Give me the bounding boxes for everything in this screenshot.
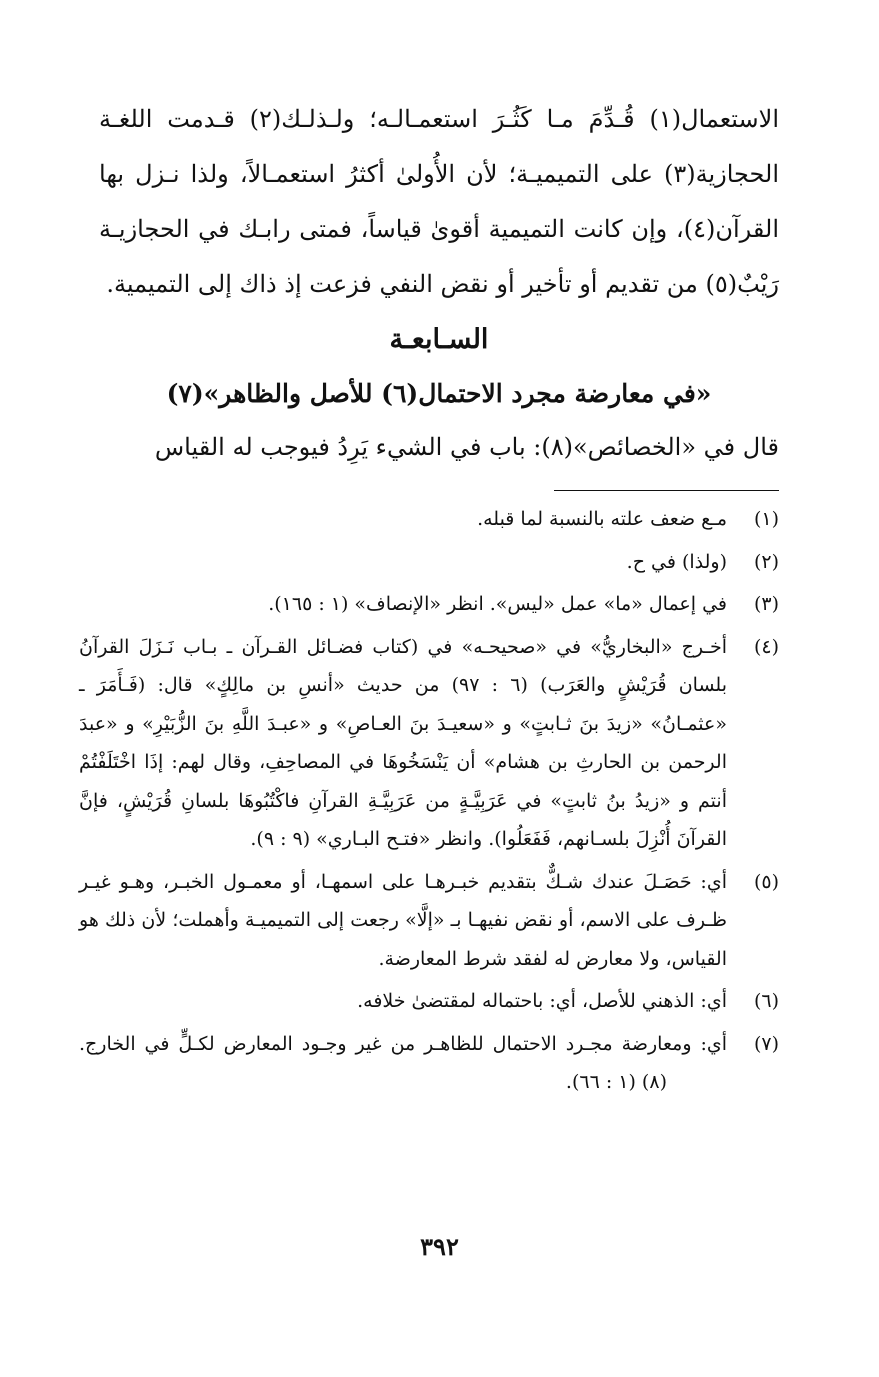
footnote-3	[79, 585, 779, 624]
main-text	[99, 92, 779, 475]
footnote-number: (٢)	[753, 550, 779, 573]
footnote-divider	[554, 490, 779, 491]
page-number: ٣٩٢	[420, 1232, 459, 1261]
section-subheading: «في معارضة مجرد الاحتمال(٦) للأصل والظاهر»(٧)	[166, 379, 712, 408]
footnote-7	[79, 1025, 779, 1102]
footnote-text-main: أي: ومعارضة مجـرد الاحتمال للظاهـر من غير وجـود المعارض لكـلٍّ في الخارج.	[79, 1032, 727, 1055]
footnote-text: أي: الذهني للأصل، أي: باحتماله لمقتضىٰ خلافه.	[357, 990, 727, 1012]
footnote-text: في إعمال «ما» عمل «ليس». انظر «الإنصاف» (١ : ١٦٥).	[268, 593, 727, 615]
quote-line: قال في «الخصائص»(٨): باب في الشيء يَرِدُ فيوجب له القياس	[154, 433, 779, 461]
footnote-number: (٧)	[753, 1032, 779, 1055]
footnote-number: (٤)	[753, 635, 779, 658]
footnote-text: (ولذا) في ح.	[626, 550, 727, 573]
footnote-6	[79, 982, 779, 1021]
footnote-1	[79, 500, 779, 539]
section-heading: السـابعـة	[389, 324, 489, 355]
body-paragraph: الاستعمال(١) قُـدِّمَ مـا كَثُـرَ استعمـالـه؛ ولـذلـك(٢) قـدمت اللغـة الحجازية(٣) على التميميـة؛ لأن الأُولىٰ أكثرُ استعمـالاً، ولذا نـزل بها القرآن(٤)، وإن كانت التميمية أقوىٰ قياساً، فمتى رابـك في الحجازيـة رَيْبٌ(٥) من تقديم أو تأخير أو نقض النفي فزعت إذ ذاك إلى التميمية.	[99, 105, 780, 298]
footnote-text	[79, 1025, 727, 1102]
footnote-number: (١)	[753, 508, 779, 530]
footnote-text: مـع ضعف علته بالنسبة لما قبله.	[477, 508, 727, 530]
footnote-text: أخـرج «البخاريُّ» في «صحيحـه» في (كتاب فضـائل القـرآن ـ بـاب نَـزَلَ القرآنُ بلسان قُرَيْشٍ والعَرَب) (٦ : ٩٧) من حديث «أنسِ بن مالِكٍ» قال: (فَـأَمَرَ ـ «عثمـانُ» «زيدَ بنَ ثـابتٍ» و «سعيـدَ بنَ العـاصِ» و «عبـدَ اللَّهِ بنَ الزُّبَيْرِ» و «عبدَ الرحمن بن الحارثِ بن هشام» أن يَنْسَخُوهَا في المصاحِفِ، وقال لهم: إذَا اخْتَلَفْتُمْ أنتم و «زيدُ بنُ ثابتٍ» في عَرَبِيَّـةٍ من عَرَبِيَّـةِ القرآنِ فاكْتُبُوهَا بلسانِ قُرَيْشٍ، فإنَّ القرآنَ أُنْزِلَ بلسـانهم، فَفَعَلُوا). وانظر «فتـح البـاري» (٩ : ٩).	[79, 635, 727, 850]
footnote-8-inline: (٨) (١ : ٦٦).	[565, 1071, 667, 1093]
footnotes	[79, 500, 779, 1106]
footnote-text: أي: حَصَـلَ عندك شـكٌّ بتقديم خبـرهـا على اسمهـا، أو معمـول الخبـر، وهـو غيـر ظـرف على الاسم، أو نقض نفيهـا بـ «إلَّا» رجعت إلى التميميـة وأهملت؛ لأن ذلك هو القياس، ولا معارض له لفقد شرط المعارضة.	[79, 870, 727, 970]
footnote-4	[79, 628, 779, 859]
footnote-number: (٦)	[753, 990, 779, 1012]
footnote-2	[79, 543, 779, 582]
footnote-number: (٣)	[753, 593, 779, 615]
footnote-number: (٥)	[753, 870, 779, 893]
footnote-5	[79, 863, 779, 979]
